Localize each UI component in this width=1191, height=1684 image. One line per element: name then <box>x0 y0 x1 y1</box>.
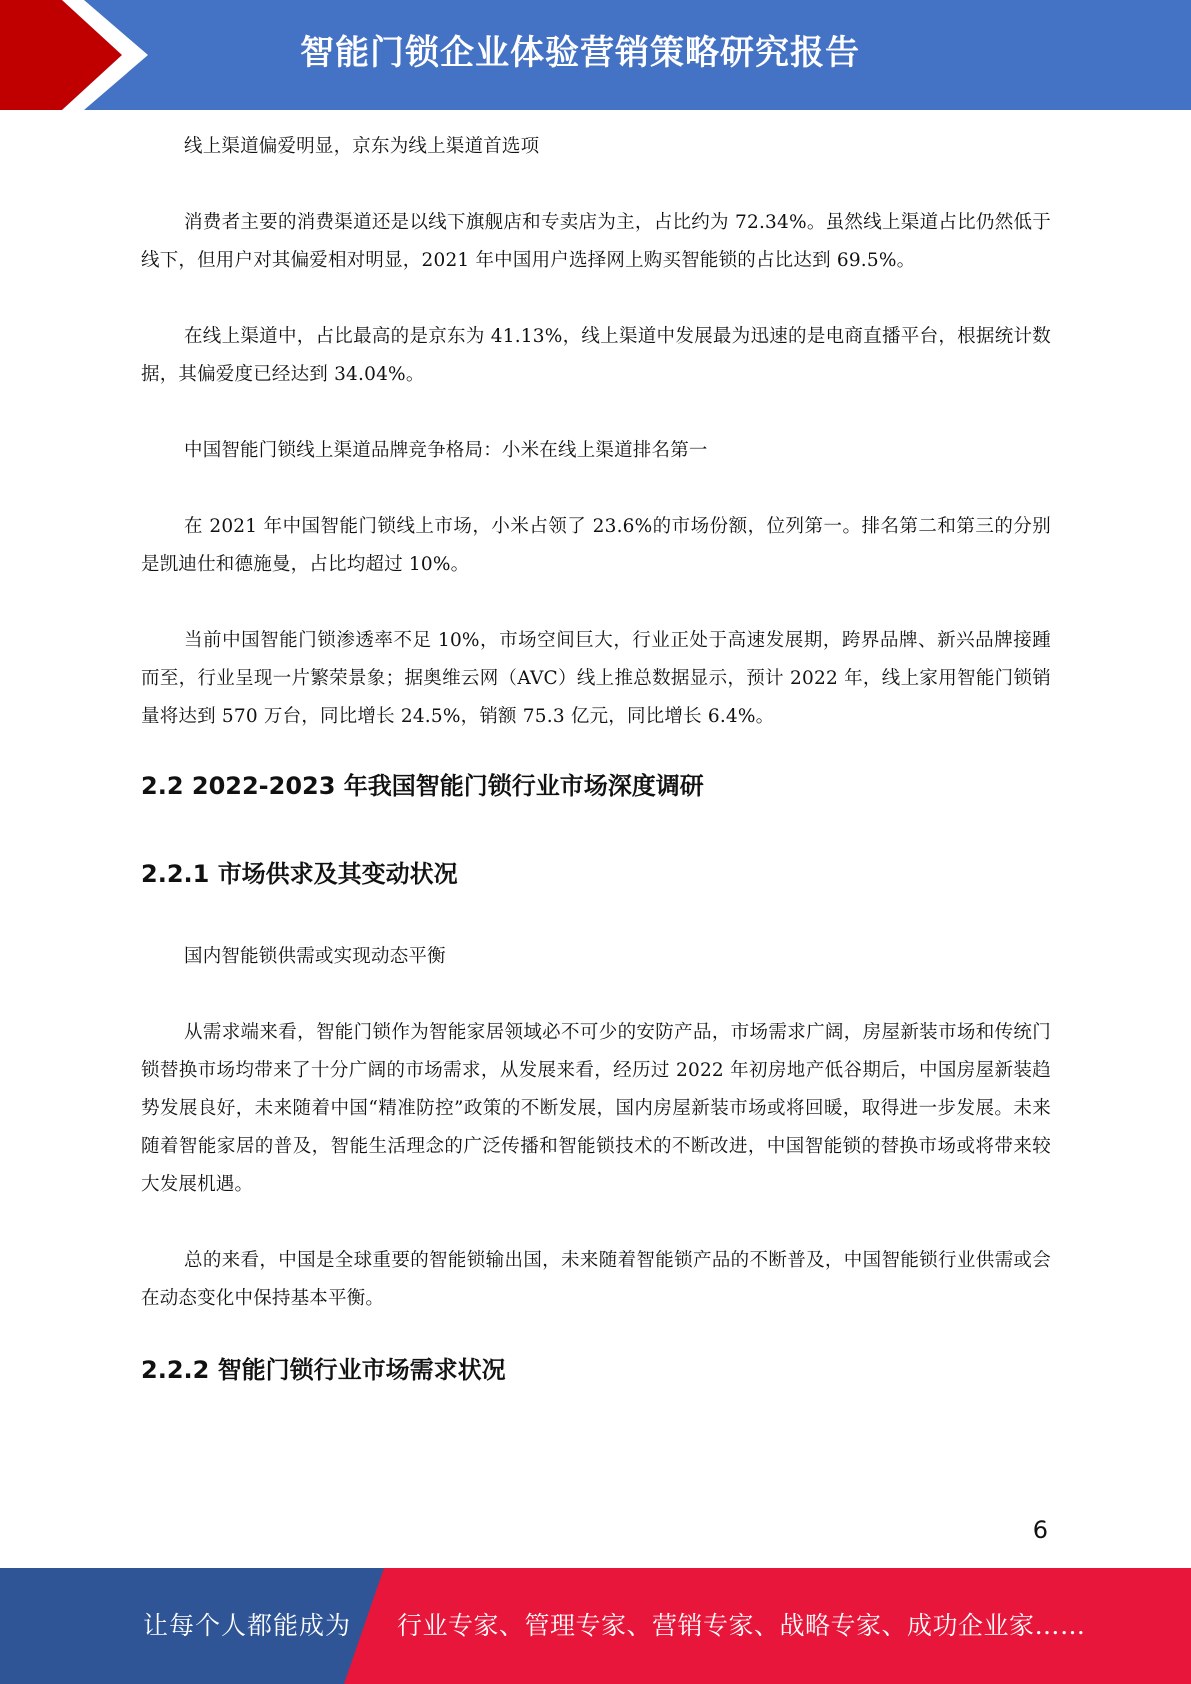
paragraph-consumer-channels: 消费者主要的消费渠道还是以线下旗舰店和专卖店为主，占比约为 72.34%。虽然线上渠道占比仍然低于线下，但用户对其偏爱相对明显，2021 年中国用户选择网上购买智能锁的占比达到 69.5%。 <box>141 212 1051 271</box>
paragraph-penetration-forecast: 当前中国智能门锁渗透率不足 10%，市场空间巨大，行业正处于高速发展期，跨界品牌、新兴品牌接踵而至，行业呈现一片繁荣景象；据奥维云网（AVC）线上推总数据显示，预计 2022 年，线上家用智能门锁销量将达到 570 万台，同比增长 24.5%，销额 75.3 亿元，同比增长 6.4%。 <box>141 630 1051 727</box>
section-heading-2-2-2: 2.2.2 智能门锁行业市场需求状况 <box>141 1356 506 1384</box>
paragraph-summary: 总的来看，中国是全球重要的智能锁输出国，未来随着智能锁产品的不断普及，中国智能锁行业供需或会在动态变化中保持基本平衡。 <box>141 1250 1051 1309</box>
section-heading-2-2-1: 2.2.1 市场供求及其变动状况 <box>141 860 458 888</box>
page-body <box>141 128 1051 1390</box>
header-red-arrow <box>0 0 122 110</box>
paragraph-online-channel-preference: 线上渠道偏爱明显，京东为线上渠道首选项 <box>184 136 540 157</box>
footer-banner <box>0 1568 1191 1684</box>
paragraph-jd-share: 在线上渠道中，占比最高的是京东为 41.13%，线上渠道中发展最为迅速的是电商直播平台，根据统计数据，其偏爱度已经达到 34.04%。 <box>141 326 1051 385</box>
paragraph-demand-side: 从需求端来看，智能门锁作为智能家居领域必不可少的安防产品，市场需求广阔，房屋新装市场和传统门锁替换市场均带来了十分广阔的市场需求，从发展来看，经历过 2022 年初房地产低谷期后，中国房屋新装趋势发展良好，未来随着中国“精准防控”政策的不断发展，国内房屋新装市场或将回暖，取得进一步发展。未来随着智能家居的普及，智能生活理念的广泛传播和智能锁技术的不断改进，中国智能锁的替换市场或将带来较大发展机遇。 <box>141 1022 1051 1195</box>
section-heading-2-2: 2.2 2022-2023 年我国智能门锁行业市场深度调研 <box>141 772 704 800</box>
footer-slogan-right: 行业专家、管理专家、营销专家、战略专家、成功企业家…… <box>397 1611 1086 1640</box>
paragraph-brand-competition: 中国智能门锁线上渠道品牌竞争格局：小米在线上渠道排名第一 <box>184 440 708 461</box>
footer-slogan-left: 让每个人都能成为 <box>143 1611 352 1640</box>
report-title: 智能门锁企业体验营销策略研究报告 <box>300 33 860 73</box>
page-number: 6 <box>1032 1516 1048 1544</box>
header-banner <box>0 0 1191 110</box>
paragraph-supply-demand-balance: 国内智能锁供需或实现动态平衡 <box>184 946 446 967</box>
paragraph-xiaomi-share: 在 2021 年中国智能门锁线上市场，小米占领了 23.6%的市场份额，位列第一。排名第二和第三的分别是凯迪仕和德施曼，占比均超过 10%。 <box>141 516 1051 575</box>
